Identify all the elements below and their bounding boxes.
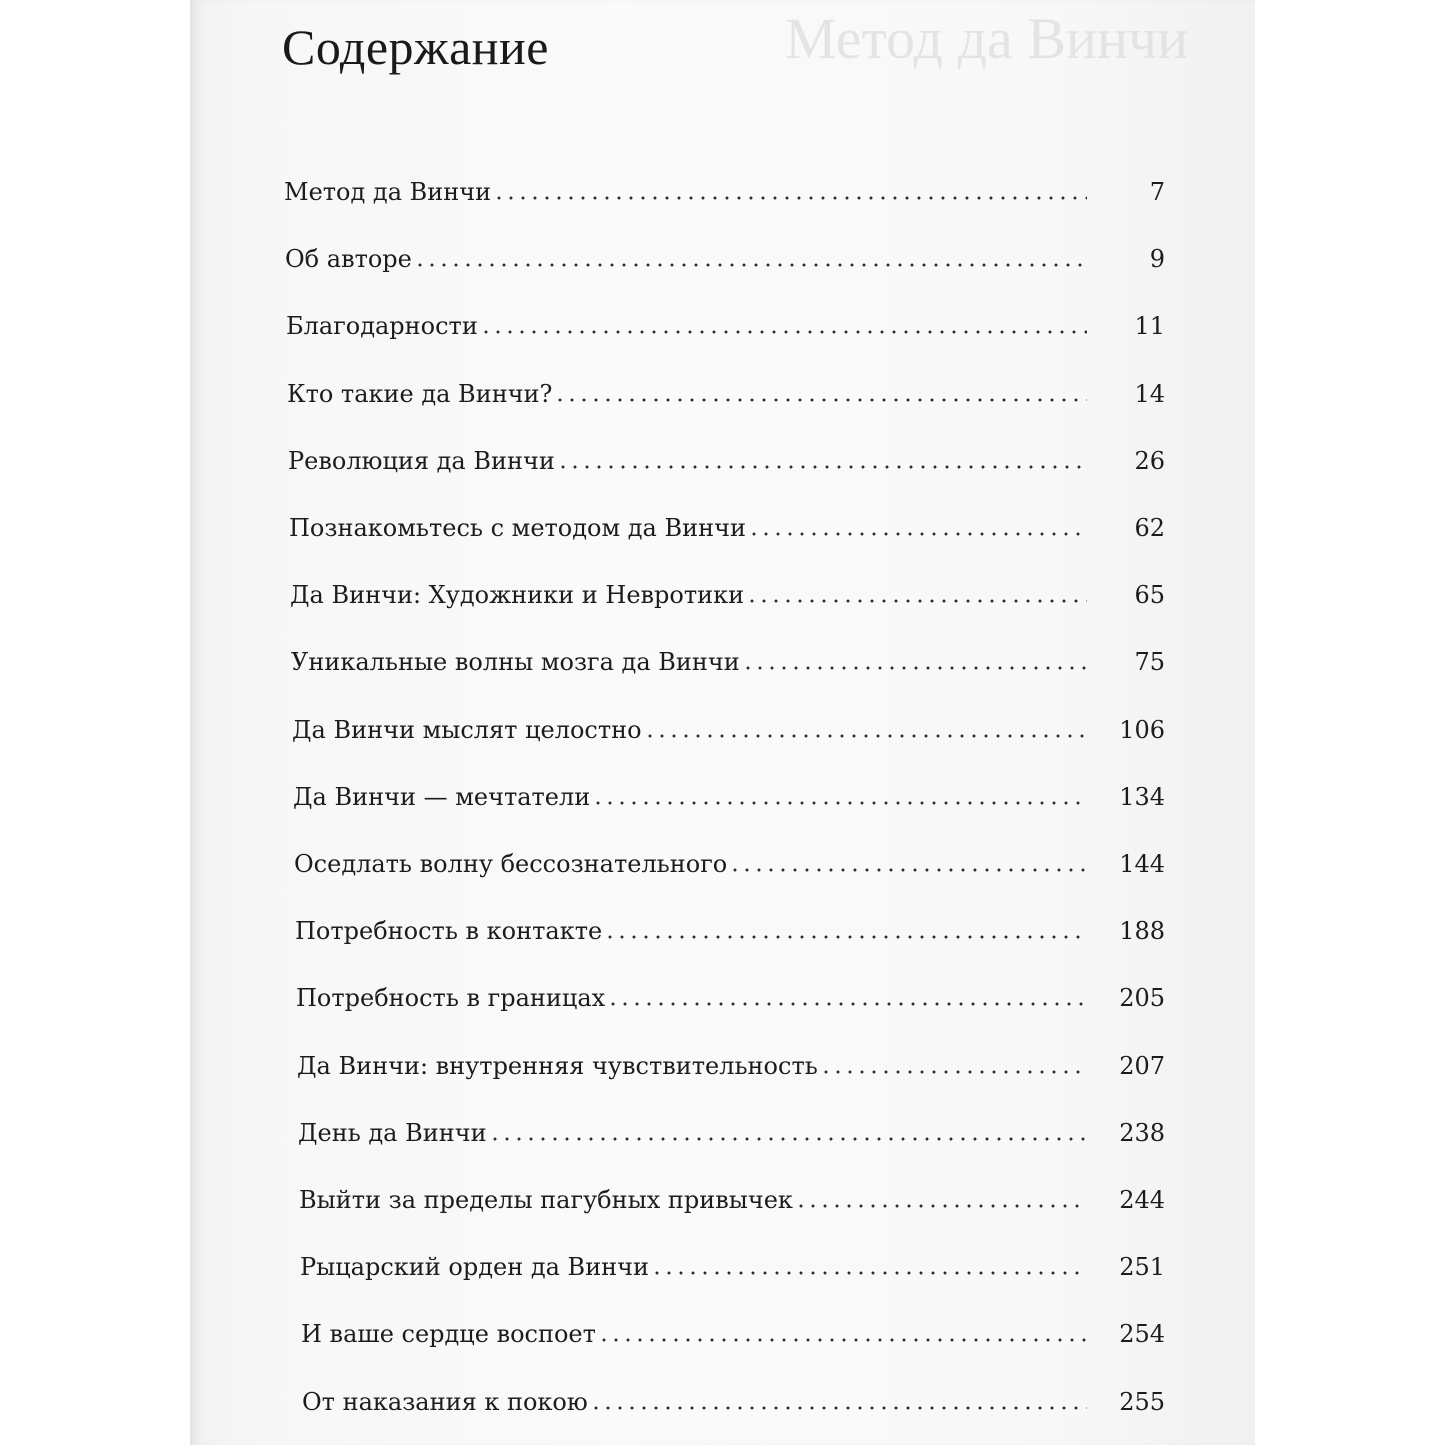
toc-entry-title: День да Винчи [298,1118,487,1147]
toc-entry-title: От наказания к покою [302,1387,588,1416]
dot-leader [746,599,1087,603]
dot-leader [489,1137,1087,1141]
toc-entry-title: Потребность в границах [296,984,606,1013]
dot-leader [729,868,1087,872]
toc-entry-page-number: 134 [1119,782,1165,811]
toc-entry-title: Оседлать волну бессознательного [294,850,728,878]
dot-leader [554,398,1087,402]
toc-entry [287,374,1165,414]
dot-leader [590,1406,1087,1410]
toc-entry-title: Рыцарский орден да Винчи [300,1253,650,1282]
toc-entry-page-number: 26 [1134,446,1165,475]
toc-entry [289,508,1165,548]
toc-entry-page-number: 254 [1119,1320,1165,1349]
toc-entry [285,239,1165,279]
dot-leader [820,1070,1087,1074]
toc-entry-title: Уникальные волны мозга да Винчи [291,648,740,677]
toc-entry [300,1247,1165,1287]
toc-entry-title: Познакомьтесь с методом да Винчи [289,514,746,542]
toc-entry-page-number: 144 [1119,850,1165,878]
page-title: Содержание [282,19,549,75]
dot-leader [604,935,1087,939]
toc-entry-page-number: 75 [1134,648,1165,677]
toc-entry-page-number: 205 [1119,984,1165,1013]
dot-leader [742,666,1087,670]
toc-entry [299,1180,1165,1220]
toc-entry-title: Кто такие да Винчи? [287,379,553,408]
toc-entry [284,172,1165,212]
toc-entry [288,441,1165,481]
dot-leader [414,263,1087,267]
toc-entry-page-number: 244 [1119,1186,1165,1214]
toc-entry-page-number: 65 [1134,581,1165,610]
toc-entry [294,844,1165,884]
dot-leader [795,1204,1087,1208]
toc-entry-title: Да Винчи мыслят целостно [292,715,642,744]
toc-entry-title: Потребность в контакте [295,917,603,946]
toc-entry-title: Об авторе [285,245,412,274]
toc-entry [295,911,1165,951]
toc-entry-title: И ваше сердце воспоет [301,1320,596,1349]
toc-entry [297,1046,1165,1086]
dot-leader [598,1338,1087,1342]
facing-page-title: Метод да Винчи [785,6,1189,71]
toc-entry-page-number: 9 [1149,245,1165,274]
toc-entry-page-number: 14 [1134,379,1165,408]
toc-entry-title: Благодарности [286,312,478,341]
toc-entry [301,1314,1165,1354]
dot-leader [592,801,1087,805]
toc-entry-title: Да Винчи — мечтатели [293,782,591,811]
toc-entry-page-number: 106 [1119,715,1165,744]
dot-leader [480,330,1087,334]
toc-entry-title: Революция да Винчи [288,446,555,475]
toc-entry-page-number: 11 [1134,312,1165,341]
toc-entry-page-number: 238 [1119,1118,1165,1147]
toc-entry-page-number: 251 [1119,1253,1165,1282]
toc-entry [286,306,1165,346]
toc-entry-page-number: 62 [1134,514,1165,542]
toc-entry [292,710,1165,750]
toc-entry [298,1113,1165,1153]
toc-entry [291,642,1165,682]
toc-entry-title: Да Винчи: Художники и Невротики [290,581,745,610]
dot-leader [493,196,1087,200]
toc-entry-title: Да Винчи: внутренняя чувствительность [297,1051,818,1080]
dot-leader [651,1271,1087,1275]
dot-leader [748,532,1087,536]
toc-entry [293,777,1165,817]
toc-entry-page-number: 7 [1149,178,1165,206]
toc-entry-page-number: 255 [1119,1387,1165,1416]
dot-leader [607,1002,1087,1006]
toc-entry-page-number: 207 [1119,1051,1165,1080]
toc-entry-title: Метод да Винчи [284,178,492,206]
toc-entry-page-number: 188 [1119,917,1165,946]
toc-entry [296,978,1165,1018]
dot-leader [557,465,1087,469]
toc-entry [302,1382,1165,1422]
toc-entry-title: Выйти за пределы пагубных привычек [299,1186,793,1214]
dot-leader [644,734,1087,738]
toc-entry [290,575,1165,615]
